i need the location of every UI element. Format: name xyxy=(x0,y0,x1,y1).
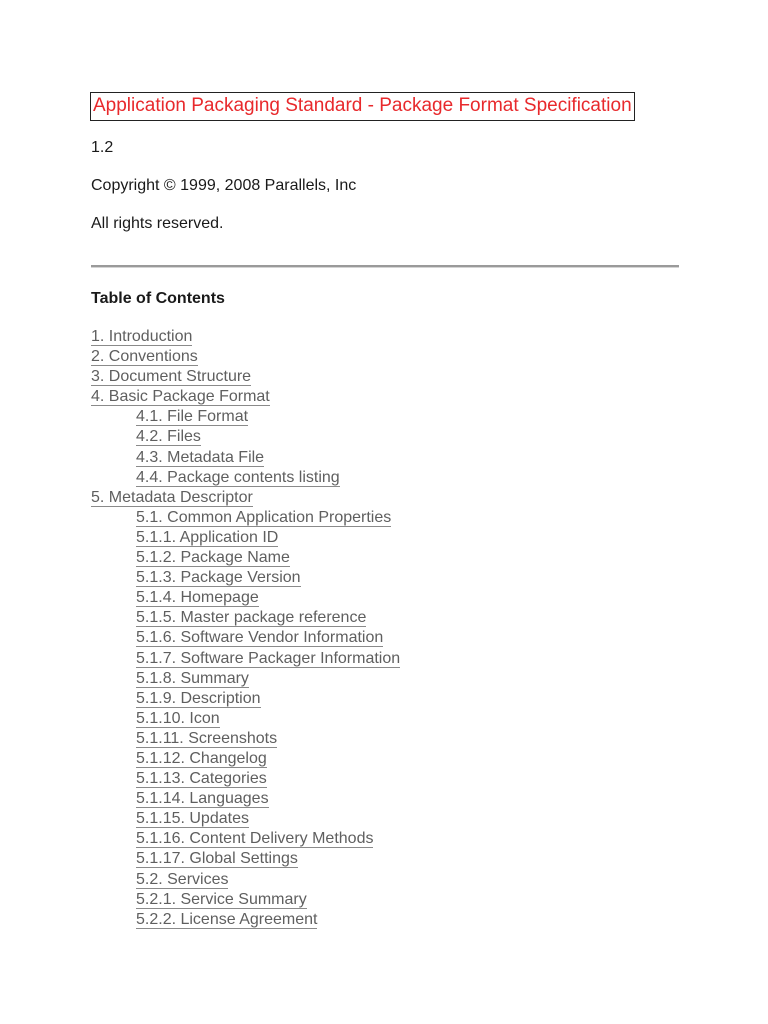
toc-link[interactable]: 5.1.5. Master package reference xyxy=(136,609,367,627)
toc-link[interactable]: 5.1. Common Application Properties xyxy=(136,508,392,526)
toc-link[interactable]: 5.1.9. Description xyxy=(136,689,261,707)
toc-item xyxy=(0,508,400,528)
toc-link[interactable]: 4.4. Package contents listing xyxy=(136,468,340,486)
toc-item xyxy=(0,387,400,407)
copyright-notice: Copyright © 1999, 2008 Parallels, Inc xyxy=(91,177,357,194)
toc-item xyxy=(0,548,400,568)
toc-link[interactable]: 5.1.14. Languages xyxy=(136,790,269,808)
toc-link[interactable]: 5.1.13. Categories xyxy=(136,770,267,788)
table-of-contents xyxy=(0,327,400,930)
toc-link[interactable]: 4.3. Metadata File xyxy=(136,448,265,466)
toc-link[interactable]: 5.1.12. Changelog xyxy=(136,749,267,767)
toc-item xyxy=(0,608,400,628)
toc-item xyxy=(0,669,400,689)
document-title: Application Packaging Standard - Package Format Specification xyxy=(90,92,635,121)
toc-heading: Table of Contents xyxy=(91,290,225,307)
toc-item xyxy=(0,427,400,447)
toc-item xyxy=(0,367,400,387)
toc-link[interactable]: 5.1.11. Screenshots xyxy=(136,729,278,747)
toc-item xyxy=(0,829,400,849)
toc-item xyxy=(0,468,400,488)
toc-item xyxy=(0,568,400,588)
toc-item xyxy=(0,448,400,468)
toc-item xyxy=(0,347,400,367)
toc-item xyxy=(0,849,400,869)
toc-link[interactable]: 5.1.7. Software Packager Information xyxy=(136,649,401,667)
toc-item xyxy=(0,890,400,910)
toc-link[interactable]: 5.1.8. Summary xyxy=(136,669,249,687)
toc-item xyxy=(0,789,400,809)
toc-link[interactable]: 5.1.3. Package Version xyxy=(136,569,301,587)
toc-link[interactable]: 4.1. File Format xyxy=(136,408,249,426)
toc-item xyxy=(0,910,400,930)
toc-link[interactable]: 4. Basic Package Format xyxy=(91,388,270,406)
toc-link[interactable]: 5.2.1. Service Summary xyxy=(136,890,307,908)
toc-link[interactable]: 1. Introduction xyxy=(91,328,193,345)
toc-item xyxy=(0,407,400,427)
toc-link[interactable]: 5.1.1. Application ID xyxy=(136,528,279,546)
toc-item xyxy=(0,588,400,608)
rights-notice: All rights reserved. xyxy=(91,215,224,232)
toc-item xyxy=(0,809,400,829)
toc-link[interactable]: 3. Document Structure xyxy=(91,368,252,386)
toc-link[interactable]: 5.1.15. Updates xyxy=(136,810,249,828)
toc-item xyxy=(0,649,400,669)
toc-item xyxy=(0,870,400,890)
toc-item xyxy=(0,528,400,548)
toc-link[interactable]: 2. Conventions xyxy=(91,348,198,366)
toc-link[interactable]: 5.2.2. License Agreement xyxy=(136,910,318,928)
toc-link[interactable]: 5.1.10. Icon xyxy=(136,709,220,727)
toc-link[interactable]: 4.2. Files xyxy=(136,428,201,446)
toc-link[interactable]: 5.1.2. Package Name xyxy=(136,549,290,567)
horizontal-divider xyxy=(91,265,679,268)
toc-item xyxy=(0,628,400,648)
toc-item xyxy=(0,749,400,769)
toc-item xyxy=(0,769,400,789)
document-version: 1.2 xyxy=(91,139,114,156)
toc-link[interactable]: 5.1.17. Global Settings xyxy=(136,850,298,868)
toc-link[interactable]: 5. Metadata Descriptor xyxy=(91,488,253,506)
toc-item xyxy=(0,729,400,749)
toc-item xyxy=(0,689,400,709)
toc-item xyxy=(0,488,400,508)
toc-link[interactable]: 5.1.16. Content Delivery Methods xyxy=(136,830,374,848)
toc-item xyxy=(0,709,400,729)
toc-item xyxy=(0,327,400,347)
toc-link[interactable]: 5.2. Services xyxy=(136,870,229,888)
toc-link[interactable]: 5.1.6. Software Vendor Information xyxy=(136,629,384,647)
toc-link[interactable]: 5.1.4. Homepage xyxy=(136,589,259,607)
